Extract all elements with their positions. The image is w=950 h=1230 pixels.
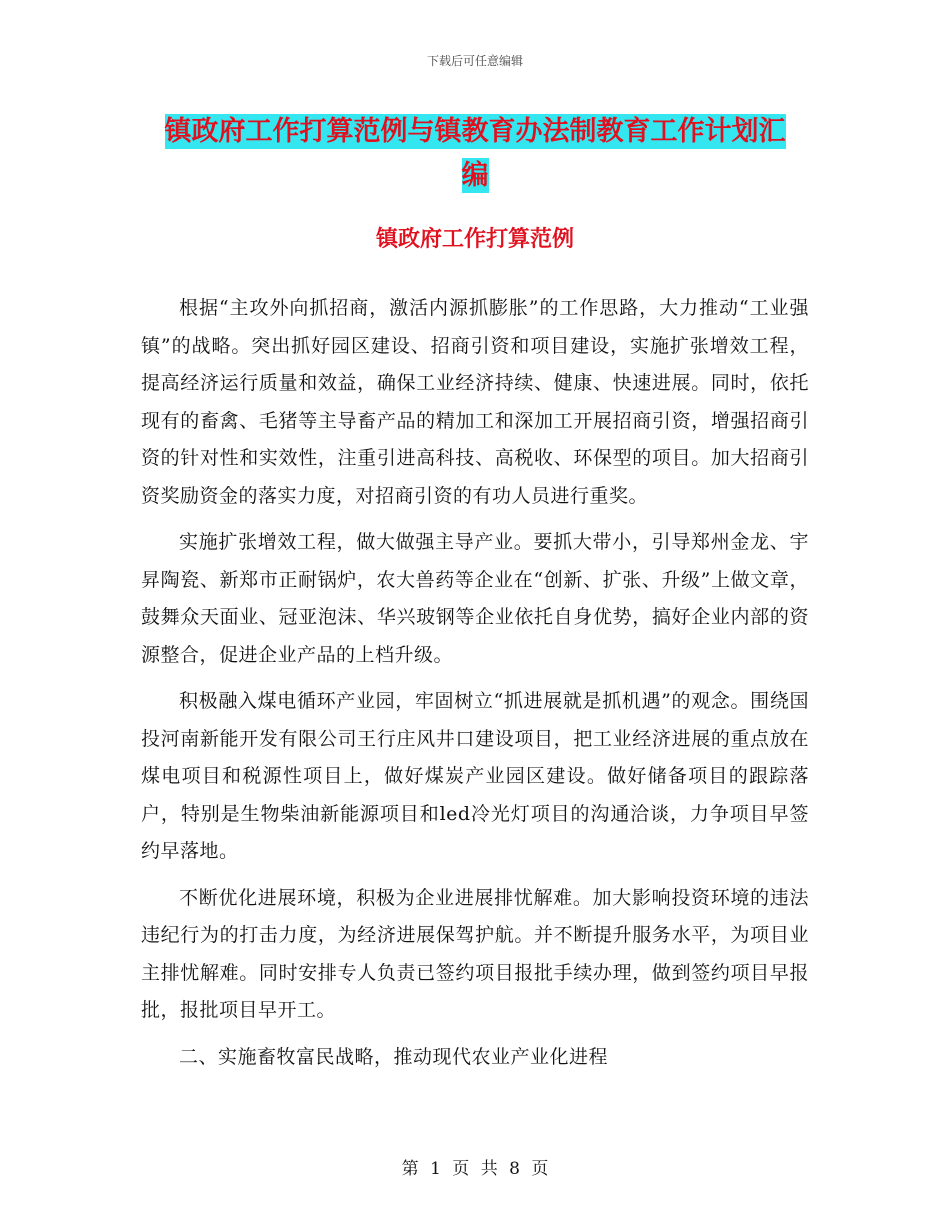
page-header-note: 下载后可任意编辑	[426, 54, 523, 68]
document-title-line-1: 镇政府工作打算范例与镇教育办法制教育工作计划汇	[164, 116, 786, 147]
paragraph-2: 实施扩张增效工程，做大做强主导产业。要抓大带小，引导郑州金龙、宇昇陶瓷、新郑市正耐锅炉，农大兽药等企业在“创新、扩张、升级”上做文章，鼓舞众天面业、冠亚泡沫、华兴玻钢等企业依托自身优势，搞好企业内部的资源整合，促进企业产品的上档升级。	[141, 531, 809, 666]
page-number: 第 1 页 共 8 页	[401, 1159, 549, 1179]
section-title: 镇政府工作打算范例	[375, 226, 574, 252]
paragraph-4: 不断优化进展环境，积极为企业进展排忧解难。加大影响投资环境的违法违纪行为的打击力度，为经济进展保驾护航。并不断提升服务水平，为项目业主排忧解难。同时安排专人负责已签约项目报批手续办理，做到签约项目早报批，报批项目早开工。	[141, 886, 809, 1021]
paragraph-5: 二、实施畜牧富民战略，推动现代农业产业化进程	[179, 1045, 609, 1068]
document-body	[141, 290, 809, 1085]
document-title	[140, 110, 810, 198]
paragraph-3: 积极融入煤电循环产业园，牢固树立“抓进展就是抓机遇”的观念。围绕国投河南新能开发有限公司王行庄风井口建设项目，把工业经济进展的重点放在煤电项目和税源性项目上，做好煤炭产业园区建设。做好储备项目的跟踪落户，特别是生物柴油新能源项目和led冷光灯项目的沟通洽谈，力争项目早签约早落地。	[141, 690, 809, 862]
paragraph-1: 根据“主攻外向抓招商，激活内源抓膨胀”的工作思路，大力推动“工业强镇”的战略。突出抓好园区建设、招商引资和项目建设，实施扩张增效工程，提高经济运行质量和效益，确保工业经济持续、健康、快速进展。同时，依托现有的畜禽、毛猪等主导畜产品的精加工和深加工开展招商引资，增强招商引资的针对性和实效性，注重引进高科技、高税收、环保型的项目。加大招商引资奖励资金的落实力度，对招商引资的有功人员进行重奖。	[141, 297, 809, 507]
document-title-line-2: 编	[461, 160, 489, 191]
